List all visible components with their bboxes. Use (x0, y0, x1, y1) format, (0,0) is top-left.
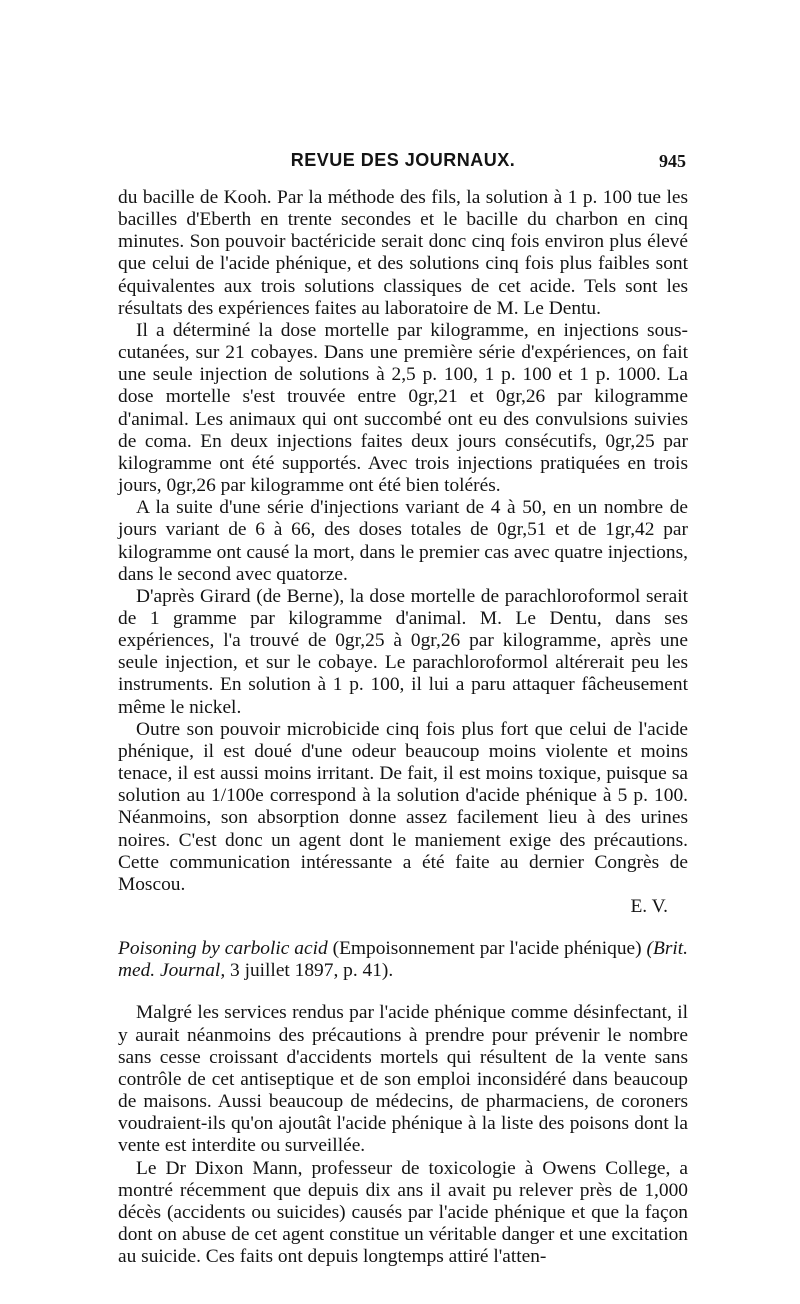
paragraph: Il a déterminé la dose mortelle par kilogramme, en injections sous-cutanées, sur 21 cobayes. Dans une première série d'expériences, on fait une seule injection de solutions à 2,5 p. 100, 1 p. 100 et 1 p. 1000. La dose mortelle s'est trouvée entre 0gr,21 et 0gr,26 par kilogramme d'animal. Les animaux qui ont succombé ont eu des convulsions suivies de coma. En deux injections faites deux jours consécutifs, 0gr,25 par kilogramme ont été supportés. Avec trois injections pratiquées en trois jours, 0gr,26 par kilogramme ont été bien tolérés. (118, 319, 688, 497)
author-signature: E. V. (630, 896, 668, 917)
signature-line (118, 896, 688, 918)
section-gap (118, 918, 688, 938)
paragraph: Outre son pouvoir microbicide cinq fois plus fort que celui de l'acide phénique, il est doué d'une odeur beaucoup moins violente et moins tenace, il est aussi moins irritant. De fait, il est moins toxique, puisque sa solution au 1/100e correspond à la solution d'acide phénique à 5 p. 100. Néanmoins, son absorption donne assez facilement lieu à des urines noires. C'est donc un agent dont le maniement exige des précautions. Cette communication intéressante a été faite au dernier Congrès de Moscou. (118, 718, 688, 895)
page-number: 945 (659, 151, 686, 171)
section-gap (118, 982, 688, 1002)
page-body (118, 187, 688, 1268)
running-header (118, 150, 688, 178)
paragraph: du bacille de Kooh. Par la méthode des fils, la solution à 1 p. 100 tue les bacilles d'Eberth en trente secondes et le bacille du charbon en cinq minutes. Son pouvoir bactéricide serait donc cinq fois environ plus élevé que celui de l'acide phénique, et des solutions cinq fois plus faibles sont équivalentes aux trois solutions classiques de cet acide. Tels sont les résultats des expériences faites au laboratoire de M. Le Dentu. (118, 187, 688, 319)
paragraph: Le Dr Dixon Mann, professeur de toxicologie à Owens College, a montré récemment que depuis dix ans il avait pu relever près de 1,000 décès (accidents ou suicides) causés par l'acide phénique et que la façon dont on abuse de cet agent constitue un véritable danger et une excitation au suicide. Ces faits ont depuis longtemps attiré l'atten- (118, 1157, 688, 1268)
article-heading (118, 938, 688, 982)
running-title: REVUE DES JOURNAUX. (290, 150, 516, 170)
paragraph: Malgré les services rendus par l'acide phénique comme désinfectant, il y aurait néanmoins des précautions à prendre pour prévenir le nombre sans cesse croissant d'accidents mortels qui résultent de la vente sans contrôle de cet antiseptique et de son emploi inconsidéré dans beaucoup de maisons. Aussi beaucoup de médecins, de pharmaciens, de coroners voudraient-ils qu'on ajoutât l'acide phénique à la liste des poisons dont la vente est interdite ou surveillée. (118, 1002, 688, 1157)
paragraph: D'après Girard (de Berne), la dose mortelle de parachloroformol serait de 1 gramme par kilogramme d'animal. M. Le Dentu, dans ses expériences, l'a trouvé de 0gr,25 à 0gr,26 par kilogramme, après une seule injection, et sur le cobaye. Le parachloroformol altérerait peu les instruments. En solution à 1 p. 100, il lui a paru attaquer fâcheusement même le nickel. (118, 585, 688, 718)
article-title-translation: (Empoisonnement par l'acide phénique) (332, 938, 642, 960)
article-title: Poisoning by carbolic acid (118, 938, 328, 960)
article-source: (Brit. med. Journal, (118, 938, 688, 982)
paragraph: A la suite d'une série d'injections variant de 4 à 50, en un nombre de jours variant de 6 à 66, des doses totales de 0gr,51 et de 1gr,42 par kilogramme ont causé la mort, dans le premier cas avec quatre injections, dans le second avec quatorze. (118, 497, 688, 585)
article-source-details: 3 juillet 1897, p. 41). (230, 960, 394, 982)
